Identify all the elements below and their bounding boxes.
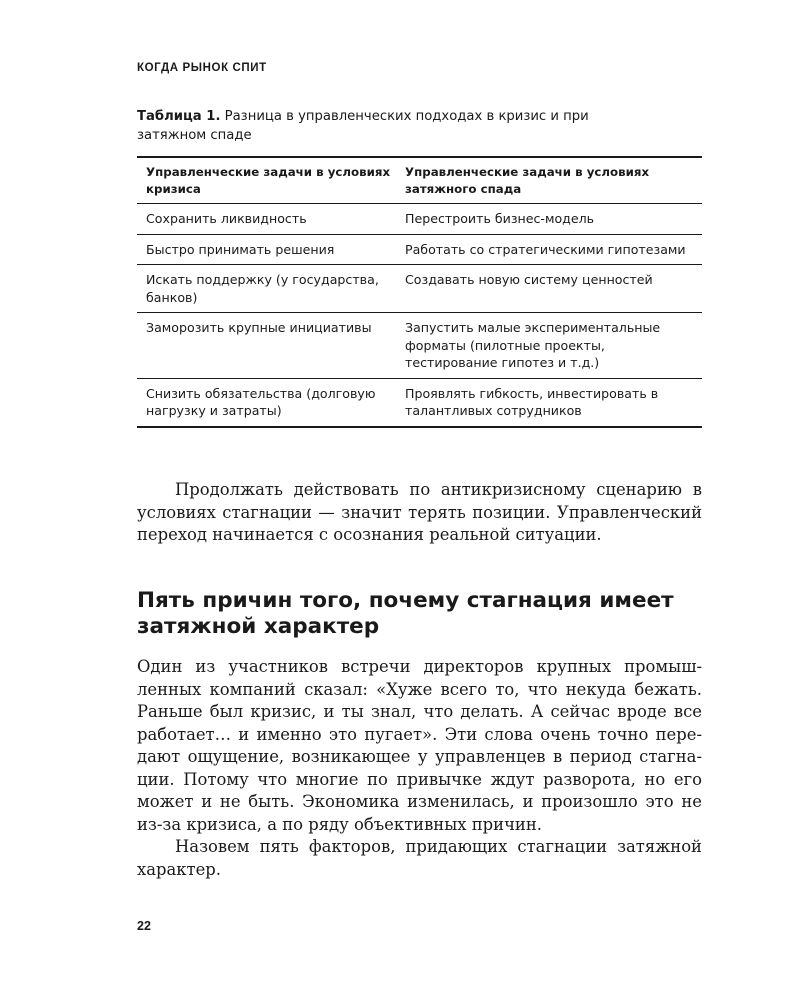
table-cell: Создавать новую систему ценностей [396,265,702,313]
table-row [137,234,702,265]
table-row [137,378,702,427]
table-cell: Проявлять гибкость, инвестировать в талантливых сотрудников [396,378,702,427]
body-section-2 [137,656,702,881]
paragraph: Назовем пять факторов, придающих стагнации затяжной характер. [137,837,702,879]
table-caption [137,107,607,145]
running-head: КОГДА РЫНОК СПИТ [137,62,267,74]
comparison-table [137,156,702,428]
table-cell: Работать со стратегическими гипотезами [396,234,702,265]
table-header-row [137,157,702,204]
paragraph: Один из участников встречи директоров крупных промышленных компаний сказал: «Хуже всего то, что некуда бежать. Раньше был кризис, и ты знал, что делать. А сейчас вроде все работает… и именно это пугает». Эти слова очень точно передают ощущение, возникающее у управленцев в период стагнации. Потому что многие по привычке ждут разворота, но его может и не быть. Экономика изменилась, и произошло это не из-за кризиса, а по ряду объективных причин. [137,657,702,834]
body-section-1 [137,479,702,547]
table-caption-text: Разница в управленческих подходах в кризис и при затяжном спаде [137,109,589,143]
table-caption-label: Таблица 1. [137,109,221,124]
header-stagnation-tasks: Управленческие задачи в условиях затяжного спада [396,157,702,204]
table-row [137,265,702,313]
table-row [137,204,702,235]
header-crisis-tasks: Управленческие задачи в условиях кризиса [137,157,396,204]
table-cell: Заморозить крупные инициативы [137,313,396,379]
table-cell: Сохранить ликвидность [137,204,396,235]
table-row [137,313,702,379]
page-number: 22 [137,919,151,933]
table-cell: Быстро принимать решения [137,234,396,265]
paragraph: Продолжать действовать по антикризисному сценарию в условиях стагнации — значит терять позиции. Управленческий переход начинается с осознания реальной ситуации. [137,480,702,544]
table-cell: Перестроить бизнес-модель [396,204,702,235]
table-cell: Снизить обязательства (долговую нагрузку и затраты) [137,378,396,427]
table-cell: Запустить малые экспериментальные форматы (пилотные проекты, тестирование гипотез и т.д.) [396,313,702,379]
table-cell: Искать поддержку (у государства, банков) [137,265,396,313]
section-heading: Пять причин того, почему стагнация имеет затяжной характер [137,588,674,639]
